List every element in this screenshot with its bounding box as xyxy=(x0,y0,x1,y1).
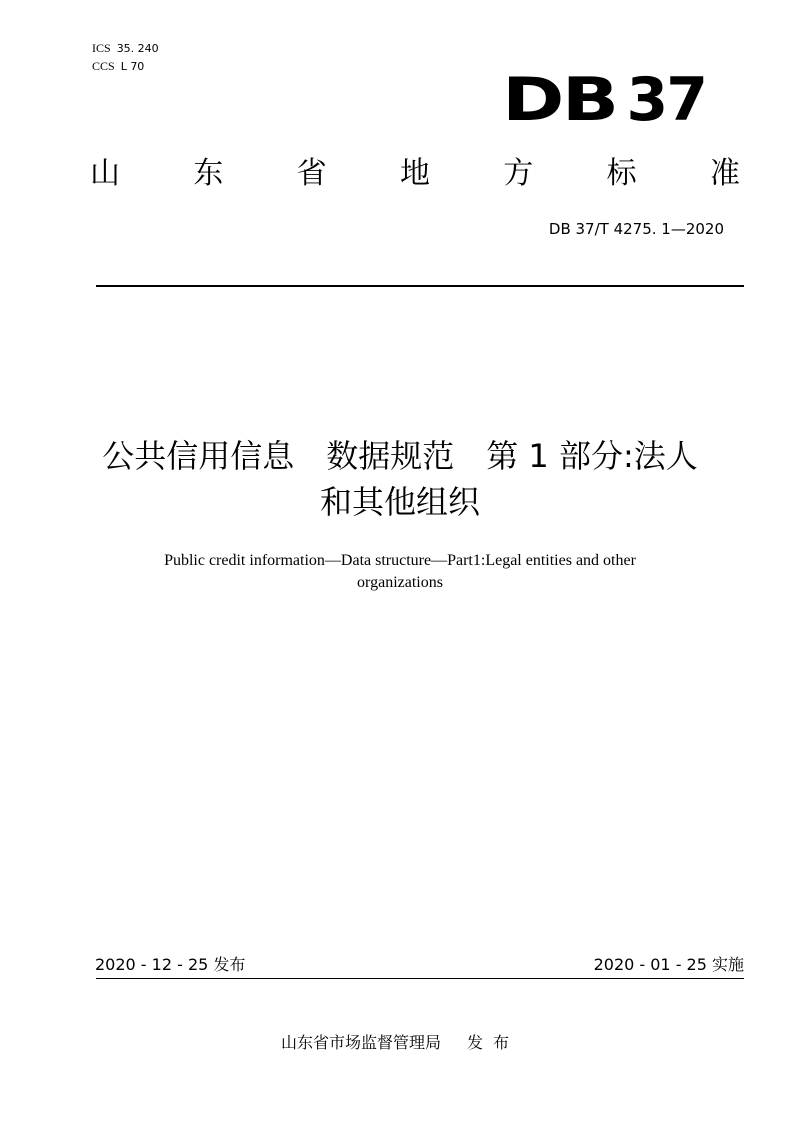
standard-type-char: 东 xyxy=(193,156,224,191)
implementation-date: 2020 - 01 - 25 实施 xyxy=(593,955,744,974)
title-chinese-line: 和其他组织 xyxy=(319,483,480,521)
title-english-line: organizations xyxy=(357,574,443,591)
title-english-line: Public credit information—Data structure—Part1:Legal entities and other xyxy=(164,552,636,569)
issuer xyxy=(0,1032,800,1054)
standard-type xyxy=(90,154,740,194)
title-chinese-line: 公共信用信息 数据规范 第 1 部分:法人 xyxy=(102,437,698,475)
ccs-value: L 70 xyxy=(120,60,145,73)
issuer-name: 山东省市场监督管理局 xyxy=(280,1033,441,1052)
ccs-label: CCS xyxy=(92,59,115,73)
issuer-suffix: 发布 xyxy=(467,1033,520,1052)
standard-type-char: 山 xyxy=(90,156,120,191)
title-english xyxy=(100,550,700,594)
title-chinese xyxy=(60,433,740,525)
ccs-code xyxy=(92,58,144,75)
logo-number: 37 xyxy=(626,65,706,135)
ics-label: ICS xyxy=(92,41,111,55)
standard-type-char: 准 xyxy=(709,156,740,191)
issue-date: 2020 - 12 - 25 发布 xyxy=(95,955,246,974)
ics-value: 35. 240 xyxy=(116,42,159,55)
ics-code xyxy=(92,40,159,57)
standard-type-char: 标 xyxy=(606,156,637,191)
standard-type-char: 地 xyxy=(399,156,430,191)
logo-db: DB xyxy=(502,65,617,135)
db37-logo xyxy=(502,65,706,135)
standard-type-char: 省 xyxy=(296,156,327,191)
standard-number: DB 37/T 4275. 1—2020 xyxy=(548,220,724,238)
top-divider xyxy=(96,285,744,287)
standard-type-char: 方 xyxy=(503,156,534,191)
bottom-divider xyxy=(96,978,744,979)
